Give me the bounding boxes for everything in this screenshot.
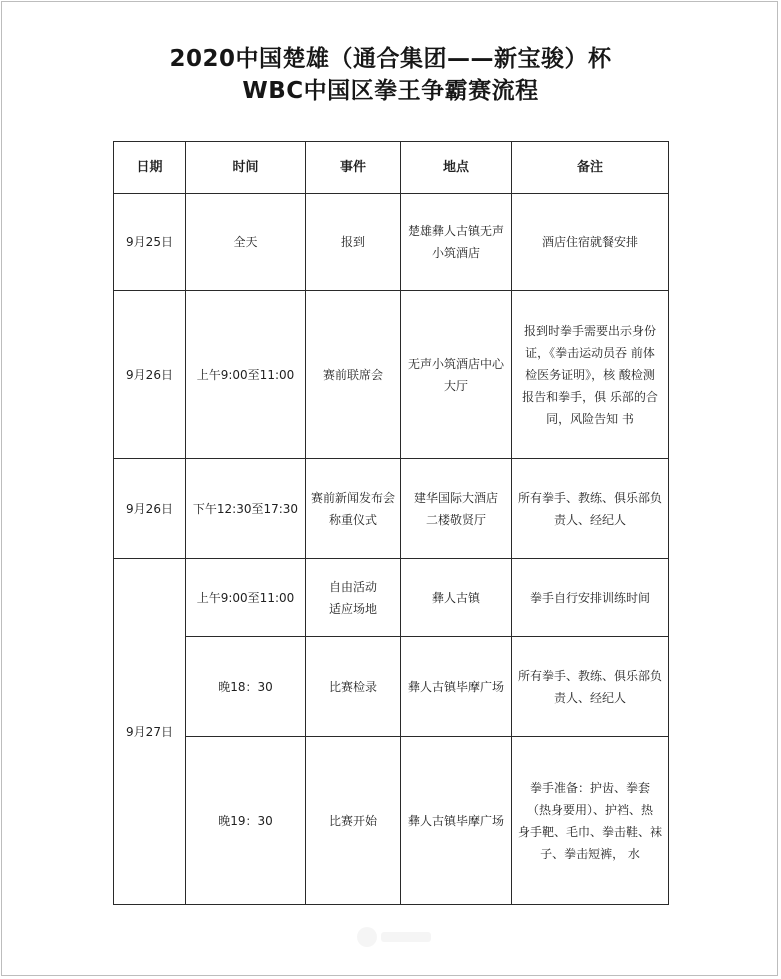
note-text: 子、拳击短裤， 水	[540, 846, 640, 861]
note-cell	[512, 459, 669, 559]
page-title: 2020中国楚雄（通合集团——新宝骏）杯	[169, 46, 612, 72]
header-time: 时间	[186, 142, 306, 194]
note-text: 拳手自行安排训练时间	[529, 590, 650, 605]
date-cell: 9月27日	[114, 559, 186, 905]
place-cell	[401, 559, 512, 637]
place-text: 二楼敬贤厅	[425, 512, 486, 527]
note-text: 同，风险告知 书	[546, 411, 634, 426]
note-text: 证，《拳击运动员吞 前体	[525, 345, 655, 360]
place-text: 彝人古镇毕摩广场	[407, 679, 504, 694]
note-text: 责人、经纪人	[553, 512, 626, 527]
place-text: 小筑酒店	[431, 246, 480, 260]
event-cell	[306, 637, 401, 737]
time-cell: 晚19：30	[186, 737, 306, 905]
event-text: 赛前联席会	[322, 367, 383, 382]
table-row	[114, 559, 669, 637]
header-event: 事件	[306, 142, 401, 194]
event-text: 比赛检录	[328, 679, 377, 694]
note-text: 报到时拳手需要出示身份	[523, 323, 656, 338]
note-cell	[512, 559, 669, 637]
event-text: 适应场地	[328, 601, 377, 616]
event-cell	[306, 737, 401, 905]
time-cell: 全天	[186, 194, 306, 291]
note-cell	[512, 194, 669, 291]
event-text: 赛前新闻发布会	[310, 490, 395, 505]
time-cell: 上午9:00至11:00	[186, 559, 306, 637]
place-cell	[401, 737, 512, 905]
event-cell	[306, 559, 401, 637]
date-cell: 9月26日	[114, 459, 186, 559]
event-text: 报到	[340, 235, 365, 249]
date-cell: 9月26日	[114, 291, 186, 459]
note-cell	[512, 291, 669, 459]
place-text: 楚雄彝人古镇无声	[407, 224, 504, 238]
event-text: 自由活动	[328, 579, 377, 594]
note-text: 报告和拳手，俱 乐部的合	[522, 389, 658, 404]
table-row	[114, 459, 669, 559]
place-cell	[401, 194, 512, 291]
event-cell	[306, 459, 401, 559]
note-cell	[512, 637, 669, 737]
note-text: （热身要用）、护裆、热	[526, 802, 653, 817]
note-text: 所有拳手、教练、俱乐部负	[517, 490, 662, 505]
event-text: 称重仪式	[328, 512, 377, 527]
place-text: 彝人古镇毕摩广场	[407, 813, 504, 828]
table-row	[114, 637, 669, 737]
note-text: 身手靶、毛巾、拳击鞋、袜	[517, 824, 662, 839]
schedule-table	[113, 141, 669, 905]
time-cell: 晚18：30	[186, 637, 306, 737]
event-cell	[306, 291, 401, 459]
event-cell	[306, 194, 401, 291]
note-text: 酒店住宿就餐安排	[541, 235, 638, 249]
place-text: 无声小筑酒店中心	[407, 356, 504, 371]
event-text: 比赛开始	[328, 813, 377, 828]
time-cell: 下午12:30至17:30	[186, 459, 306, 559]
header-row	[114, 142, 669, 194]
place-text: 大厅	[443, 378, 468, 393]
place-text: 建华国际大酒店	[413, 490, 498, 505]
note-text: 拳手准备：护齿、拳套	[529, 780, 650, 795]
place-cell	[401, 637, 512, 737]
note-text: 责人、经纪人	[553, 690, 626, 705]
header-date: 日期	[114, 142, 186, 194]
watermark-logo-icon	[355, 924, 435, 950]
header-place: 地点	[401, 142, 512, 194]
table-row	[114, 291, 669, 459]
header-note: 备注	[512, 142, 669, 194]
place-text: 彝人古镇	[431, 590, 480, 605]
page-subtitle: WBC中国区拳王争霸赛流程	[242, 78, 539, 104]
note-text: 检医务证明》，核 酸检测	[525, 367, 655, 382]
table-row	[114, 194, 669, 291]
place-cell	[401, 459, 512, 559]
place-cell	[401, 291, 512, 459]
table-row	[114, 737, 669, 905]
date-cell: 9月25日	[114, 194, 186, 291]
note-text: 所有拳手、教练、俱乐部负	[517, 668, 662, 683]
time-cell: 上午9:00至11:00	[186, 291, 306, 459]
note-cell	[512, 737, 669, 905]
